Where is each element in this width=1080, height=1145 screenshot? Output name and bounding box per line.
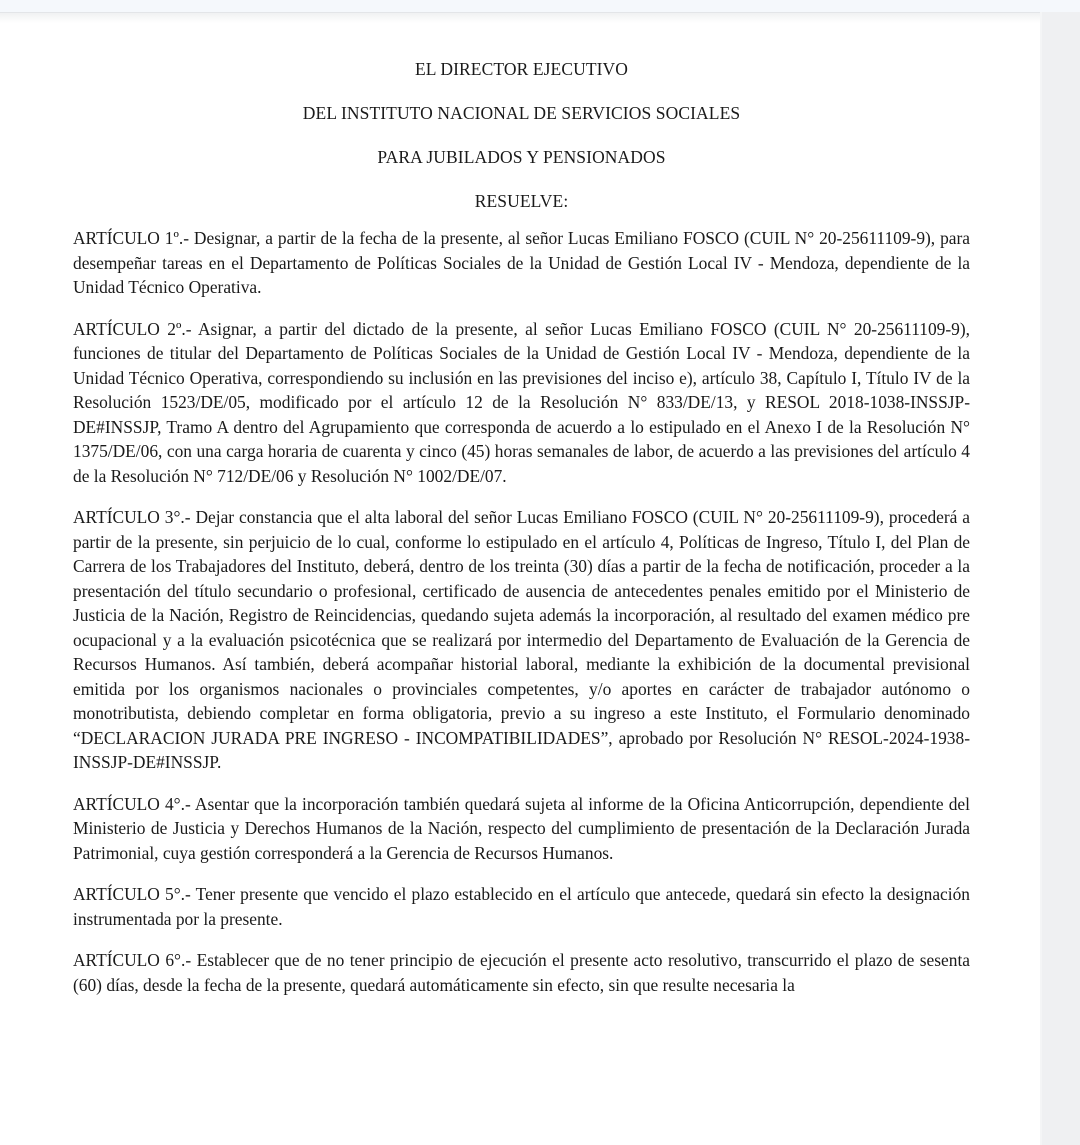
article-1: ARTÍCULO 1º.- Designar, a partir de la fecha de la presente, al señor Lucas Emiliano FOSCO (CUIL N° 20-25611109-9), para desempeñar tareas en el Departamento de Políticas Sociales de la Unidad de Gestión Local IV - Mendoza, dependiente de la Unidad Técnico Operativa. [73, 228, 970, 297]
document-page [73, 58, 970, 1014]
viewer-top-bar [0, 0, 1080, 13]
heading-director: EL DIRECTOR EJECUTIVO [414, 59, 629, 79]
article-2: ARTÍCULO 2º.- Asignar, a partir del dictado de la presente, al señor Lucas Emiliano FOSCO (CUIL N° 20-25611109-9), funciones de titular del Departamento de Políticas Sociales de la Unidad de Gestión Local IV - Mendoza, dependiente de la Unidad Técnico Operativa, correspondiendo su inclusión en las previsiones del inciso e), artículo 38, Capítulo I, Título IV de la Resolución 1523/DE/05, modificado por el artículo 12 de la Resolución N° 833/DE/13, y RESOL 2018-1038-INSSJP-DE#INSSJP, Tramo A dentro del Agrupamiento que corresponda de acuerdo a lo estipulado en el Anexo I de la Resolución N° 1375/DE/06, con una carga horaria de cuarenta y cinco (45) horas semanales de labor, de acuerdo a las previsiones del artículo 4 de la Resolución N° 712/DE/06 y Resolución N° 1002/DE/07. [73, 318, 970, 486]
viewer-right-gutter [1040, 12, 1080, 1145]
article-4: ARTÍCULO 4°.- Asentar que la incorporación también quedará sujeta al informe de la Oficina Anticorrupción, dependiente del Ministerio de Justicia y Derechos Humanos de la Nación, respecto del cumplimiento de presentación de la Declaración Jurada Patrimonial, cuya gestión corresponderá a la Gerencia de Recursos Humanos. [73, 793, 970, 863]
article-3: ARTÍCULO 3°.- Dejar constancia que el alta laboral del señor Lucas Emiliano FOSCO (CUIL N° 20-25611109-9), procederá a partir de la presente, sin perjuicio de lo cual, conforme lo estipulado en el artículo 4, Políticas de Ingreso, Título I, del Plan de Carrera de los Trabajadores del Instituto, deberá, dentro de los treinta (30) días a partir de la fecha de notificación, proceder a la presentación del título secundario o profesional, certificado de ausencia de antecedentes penales emitido por el Ministerio de Justicia de la Nación, Registro de Reincidencias, quedando sujeta además la incorporación, al resultado del examen médico pre ocupacional y a la evaluación psicotécnica que se realizará por intermedio del Departamento de Evaluación de la Gerencia de Recursos Humanos. Así también, deberá acompañar historial laboral, mediante la exhibición de la documental previsional emitida por los organismos nacionales o provinciales competentes, y/o aportes en carácter de trabajador autónomo o monotributista, debiendo completar en forma obligatoria, previo a su ingreso a este Instituto, el Formulario denominado “DECLARACION JURADA PRE INGRESO - INCOMPATIBILIDADES”, aprobado por Resolución N° RESOL-2024-1938-INSSJP-DE#INSSJP. [73, 507, 970, 772]
heading-beneficiaries: PARA JUBILADOS Y PENSIONADOS [377, 147, 666, 167]
article-5: ARTÍCULO 5°.- Tener presente que vencido el plazo establecido en el artículo que antecede, quedará sin efecto la designación instrumentada por la presente. [73, 884, 970, 929]
heading-institute: DEL INSTITUTO NACIONAL DE SERVICIOS SOCIALES [302, 103, 741, 123]
page-top-shadow [0, 13, 1040, 23]
heading-resuelve: RESUELVE: [474, 191, 569, 211]
article-6: ARTÍCULO 6°.- Establecer que de no tener principio de ejecución el presente acto resolutivo, transcurrido el plazo de sesenta (60) días, desde la fecha de la presente, quedará automáticamente sin efecto, sin que resulte necesaria la [73, 950, 970, 995]
